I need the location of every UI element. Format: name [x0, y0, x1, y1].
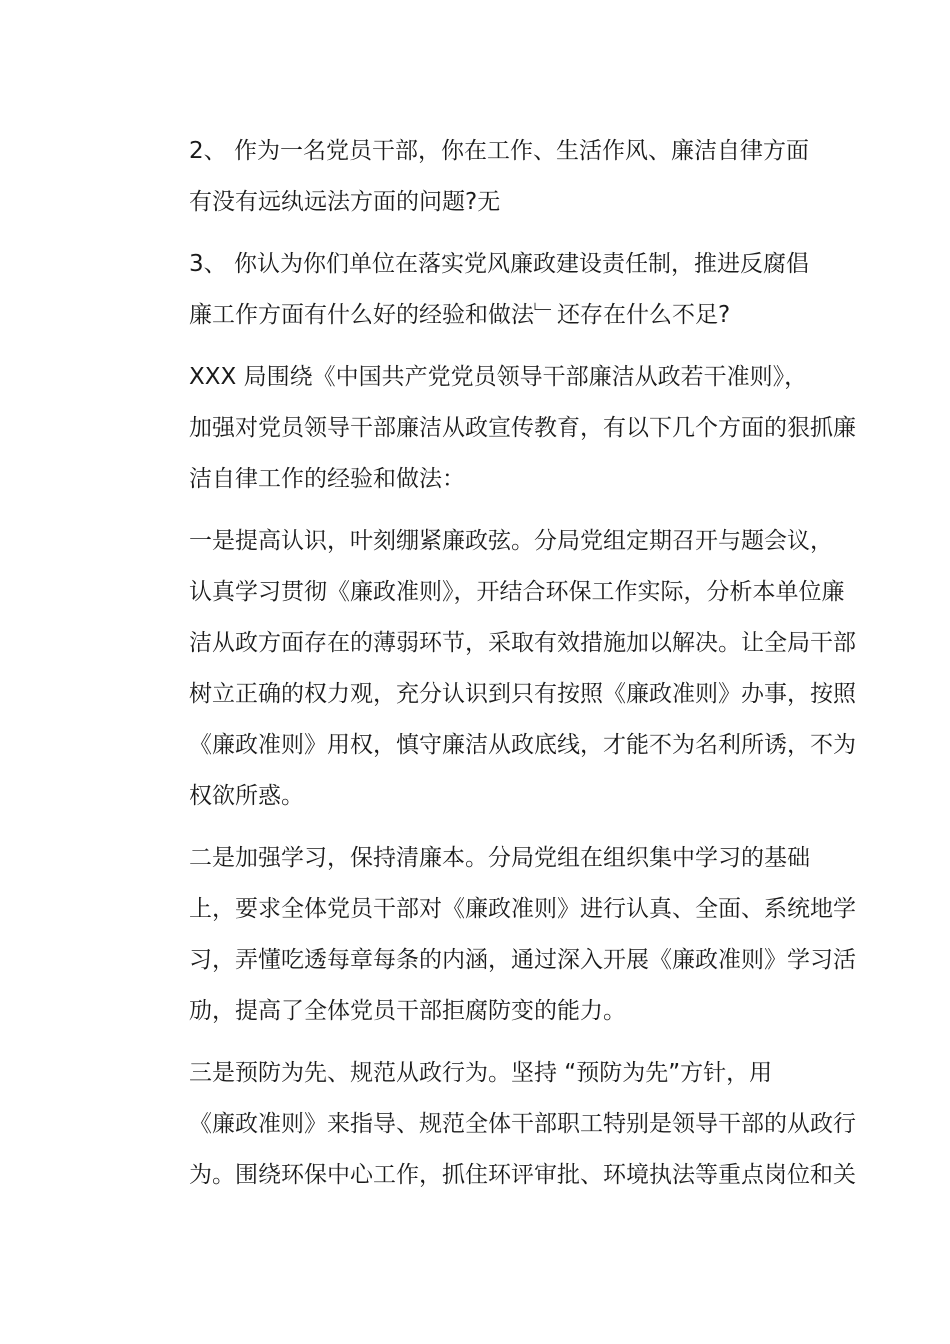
text-line: 二是加强学习，保持清廉本。分局党组在组织集中学习的基础 — [189, 845, 810, 871]
paragraph-intro — [143, 352, 856, 505]
text-line: 廉工作方面有什么好的经验和做法﹂还存在什么不足? — [189, 302, 731, 328]
paragraph-point-3 — [143, 1048, 856, 1201]
text-line: 为。围绕环保中心工作，抓住环评审批、环境执法等重点岗位和关 — [189, 1162, 856, 1188]
text-line: 权欲所惑。 — [189, 783, 304, 809]
text-line: 三是预防为先、规范从政行为。坚持 “预防为先”方针，用 — [189, 1060, 773, 1086]
text-line: 有没有远纨远法方面的问题?无 — [189, 189, 501, 215]
text-line: 树立正确的权力观，充分认识到只有按照《廉政准则》办事，按照 — [189, 681, 856, 707]
document-body — [143, 126, 856, 1212]
text-line: 劢，提高了全体党员干部拒腐防变的能力。 — [189, 998, 626, 1024]
text-line: 一是提高认识，叶刻绷紧廉政弦。分局党组定期召开与题会议， — [189, 528, 833, 554]
text-line: 认真学习贯彻《廉政准则》，开结合环保工作实际，分析本单位廉 — [189, 579, 845, 605]
text-line: 3、 你认为你们单位在落实党风廉政建设责任制，推进反腐倡 — [189, 251, 809, 277]
text-line: 洁自律工作的经验和做法： — [189, 466, 465, 492]
text-line: 习，弄懂吃透每章每条的内涵，通过深入开展《廉政准则》学习活 — [189, 947, 856, 973]
paragraph-question-3 — [143, 239, 809, 341]
paragraph-point-1 — [143, 516, 856, 822]
text-line: 《廉政准则》用权，慎守廉洁从政底线，才能不为名利所诱，不为 — [189, 732, 856, 758]
text-line: 2、 作为一名党员干部，你在工作、生活作风、廉洁自律方面 — [189, 138, 809, 164]
text-line: 上，要求全体党员干部对《廉政准则》进行认真、全面、系统地学 — [189, 896, 856, 922]
paragraph-question-2 — [143, 126, 809, 228]
text-line: 洁从政方面存在的薄弱环节，采取有效措施加以解决。让全局干部 — [189, 630, 856, 656]
text-line: XXX 局围绕《中国共产党党员领导干部廉洁从政若干准则》， — [189, 364, 808, 390]
paragraph-point-2 — [143, 833, 856, 1037]
text-line: 《廉政准则》来指导、规范全体干部职工特别是领导干部的从政行 — [189, 1111, 856, 1137]
text-line: 加强对党员领导干部廉洁从政宣传教育，有以下几个方面的狠抓廉 — [189, 415, 856, 441]
